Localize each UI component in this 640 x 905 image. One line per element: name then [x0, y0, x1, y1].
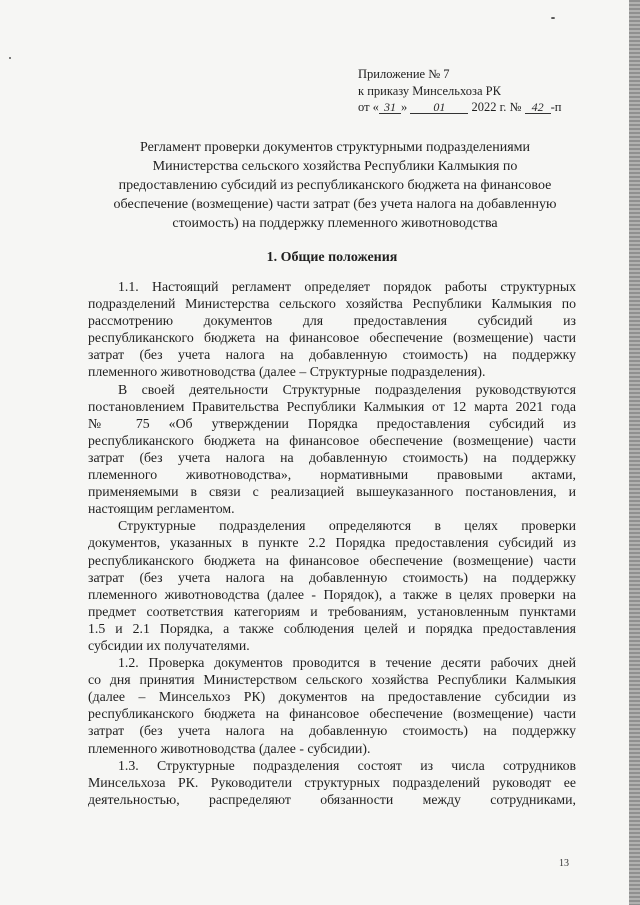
paragraph-1-2: [88, 654, 576, 757]
handwritten-order-number: 42: [525, 101, 551, 114]
text-line: 1.5 и 2.1 Порядка, а также соблюдения целей и порядка предоставления: [88, 620, 576, 636]
date-prefix: от «: [358, 100, 379, 114]
page-number: 13: [559, 858, 569, 869]
annex-header: [358, 66, 561, 116]
text-line: применяемыми в связи с реализацией вышеуказанного постановления, и: [88, 484, 576, 500]
text-line: деятельностью, распределяют обязанности между сотрудниками,: [88, 791, 576, 807]
document-title: [80, 138, 590, 233]
annex-order-reference: к приказу Минсельхоза РК: [358, 83, 501, 98]
text-line: (далее – Минсельхоз РК) документов на предоставление субсидии из: [88, 689, 576, 705]
text-line: племенного животноводства», нормативными правовыми актами,: [88, 467, 576, 483]
text-line: затрат (без учета налога на добавленную стоимость) на поддержку: [88, 347, 576, 363]
text-line: № 75 «Об утверждении Порядка предоставления субсидий из: [88, 415, 576, 431]
scan-edge-strip: [629, 0, 640, 905]
text-line: подразделений Министерства сельского хозяйства Республики Калмыкия по: [88, 296, 576, 312]
text-line: 1.2. Проверка документов проводится в течение десяти рабочих дней: [118, 655, 576, 671]
annex-date-number-line: [358, 99, 561, 116]
text-line: рассмотрению документов для предоставления субсидий из: [88, 313, 576, 329]
title-line: стоимость) на поддержку племенного животноводства: [172, 216, 498, 231]
handwritten-day: 31: [379, 101, 401, 114]
text-line: племенного животноводства (далее - субсидии).: [88, 740, 371, 756]
document-body: [88, 278, 576, 808]
order-number-suffix: -п: [550, 100, 562, 114]
title-line: предоставлению субсидий из республиканского бюджета на финансовое: [118, 178, 552, 193]
text-line: 1.1. Настоящий регламент определяет порядок работы структурных: [118, 279, 576, 294]
section-heading: 1. Общие положения: [266, 250, 398, 265]
text-line: затрат (без учета налога на добавленную стоимость) на поддержку: [88, 723, 576, 739]
text-line: республиканского бюджета на финансовое обеспечение (возмещение) части: [88, 432, 576, 448]
text-line: затрат (без учета налога на добавленную стоимость) на поддержку: [88, 449, 576, 465]
text-line: Структурные подразделения определяются в целях проверки: [118, 518, 576, 534]
title-line: Министерства сельского хозяйства Республики Калмыкия по: [152, 159, 518, 174]
text-line: настоящим регламентом.: [88, 501, 235, 517]
text-line: субсидии их получателями.: [88, 637, 250, 653]
text-line: предмет соответствия категориям и требованиям, установленным пунктами: [88, 603, 576, 619]
text-line: республиканского бюджета на финансовое обеспечение (возмещение) части: [88, 552, 576, 568]
date-quote-close: »: [400, 100, 408, 114]
text-line: со дня принятия Министерством сельского хозяйства Республики Калмыкия: [88, 672, 576, 688]
paragraph-guidelines: [88, 381, 576, 518]
scan-speck: [551, 17, 555, 19]
title-line: Регламент проверки документов структурными подразделениями: [139, 140, 531, 155]
paragraph-1-3: [88, 757, 576, 808]
paragraph-purpose: [88, 517, 576, 654]
paragraph-1-1: [88, 278, 576, 381]
text-line: затрат (без учета налога на добавленную стоимость) на поддержку: [88, 569, 576, 585]
text-line: 1.3. Структурные подразделения состоят из числа сотрудников: [118, 757, 576, 773]
text-line: республиканского бюджета на финансовое обеспечение (возмещение) части: [88, 330, 576, 346]
text-line: В своей деятельности Структурные подразделения руководствуются: [118, 381, 576, 397]
scan-speck: [9, 57, 11, 59]
text-line: постановлением Правительства Республики Калмыкия от 12 марта 2021 года: [88, 398, 576, 414]
annex-title: Приложение № 7: [358, 67, 450, 81]
text-line: документов, указанных в пункте 2.2 Порядка предоставления субсидий из: [88, 535, 576, 551]
year-and-number-label: 2022 г. №: [471, 100, 522, 114]
handwritten-month: 01: [410, 101, 468, 114]
text-line: племенного животноводства (далее - Порядок), а также в целях проверки на: [88, 586, 576, 602]
text-line: республиканского бюджета на финансовое обеспечение (возмещение) части: [88, 706, 576, 722]
title-line: обеспечение (возмещение) части затрат (без учета налога на добавленную: [113, 197, 557, 212]
text-line: племенного животноводства (далее – Структурные подразделения).: [88, 364, 486, 380]
text-line: Минсельхоза РК. Руководители структурных подразделений руководят ее: [88, 774, 576, 790]
